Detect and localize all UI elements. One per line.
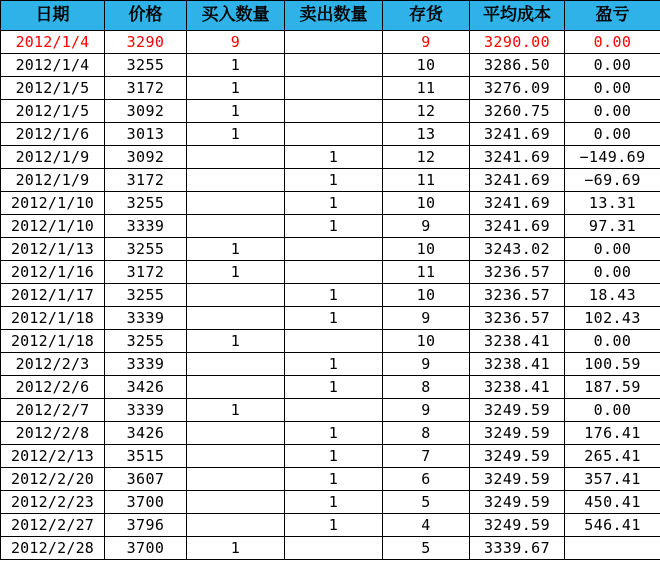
cell-pnl: 176.41 xyxy=(565,422,660,445)
cell-avg-cost: 3238.41 xyxy=(470,353,565,376)
cell-sell-qty xyxy=(285,100,383,123)
cell-avg-cost: 3276.09 xyxy=(470,77,565,100)
cell-date: 2012/1/18 xyxy=(1,330,105,353)
cell-sell-qty xyxy=(285,537,383,560)
cell-buy-qty xyxy=(187,468,285,491)
cell-pnl: 450.41 xyxy=(565,491,660,514)
table-row xyxy=(1,330,660,353)
cell-stock: 12 xyxy=(383,146,470,169)
cell-stock: 9 xyxy=(383,307,470,330)
cell-avg-cost: 3238.41 xyxy=(470,330,565,353)
cell-sell-qty: 1 xyxy=(285,353,383,376)
cell-avg-cost: 3249.59 xyxy=(470,422,565,445)
column-header-sell-qty: 卖出数量 xyxy=(285,1,383,31)
cell-avg-cost: 3241.69 xyxy=(470,192,565,215)
cell-buy-qty xyxy=(187,514,285,537)
cell-sell-qty xyxy=(285,77,383,100)
cell-avg-cost: 3249.59 xyxy=(470,445,565,468)
table-row xyxy=(1,238,660,261)
cell-buy-qty xyxy=(187,353,285,376)
cell-price: 3426 xyxy=(105,376,187,399)
table-row xyxy=(1,376,660,399)
cell-pnl: 0.00 xyxy=(565,100,660,123)
cell-pnl: 265.41 xyxy=(565,445,660,468)
cell-avg-cost: 3290.00 xyxy=(470,31,565,54)
cell-avg-cost: 3286.50 xyxy=(470,54,565,77)
cell-date: 2012/1/18 xyxy=(1,307,105,330)
cell-pnl: 0.00 xyxy=(565,31,660,54)
cell-date: 2012/1/4 xyxy=(1,31,105,54)
cell-buy-qty: 1 xyxy=(187,77,285,100)
cell-pnl: 13.31 xyxy=(565,192,660,215)
cell-avg-cost: 3236.57 xyxy=(470,284,565,307)
cell-date: 2012/1/6 xyxy=(1,123,105,146)
cell-sell-qty xyxy=(285,261,383,284)
column-header-stock: 存货 xyxy=(383,1,470,31)
cell-stock: 13 xyxy=(383,123,470,146)
cell-buy-qty xyxy=(187,491,285,514)
cell-price: 3092 xyxy=(105,100,187,123)
cell-price: 3339 xyxy=(105,399,187,422)
cell-buy-qty: 1 xyxy=(187,238,285,261)
cell-stock: 11 xyxy=(383,261,470,284)
cell-buy-qty: 1 xyxy=(187,261,285,284)
table-row xyxy=(1,192,660,215)
cell-date: 2012/2/3 xyxy=(1,353,105,376)
cell-pnl: 18.43 xyxy=(565,284,660,307)
cell-buy-qty: 1 xyxy=(187,123,285,146)
cell-pnl: 0.00 xyxy=(565,238,660,261)
cell-sell-qty: 1 xyxy=(285,422,383,445)
cell-pnl: 0.00 xyxy=(565,77,660,100)
cell-date: 2012/1/10 xyxy=(1,215,105,238)
cell-buy-qty: 1 xyxy=(187,399,285,422)
cell-buy-qty xyxy=(187,376,285,399)
cell-price: 3339 xyxy=(105,215,187,238)
cell-stock: 10 xyxy=(383,284,470,307)
cell-buy-qty xyxy=(187,422,285,445)
cell-stock: 6 xyxy=(383,468,470,491)
cell-sell-qty xyxy=(285,238,383,261)
cell-pnl: 0.00 xyxy=(565,123,660,146)
cell-sell-qty: 1 xyxy=(285,307,383,330)
cell-price: 3700 xyxy=(105,537,187,560)
cell-pnl: −149.69 xyxy=(565,146,660,169)
cell-price: 3339 xyxy=(105,353,187,376)
cell-price: 3172 xyxy=(105,169,187,192)
cell-avg-cost: 3241.69 xyxy=(470,146,565,169)
cell-buy-qty xyxy=(187,146,285,169)
cell-sell-qty xyxy=(285,123,383,146)
cell-stock: 10 xyxy=(383,54,470,77)
table-row xyxy=(1,100,660,123)
cell-avg-cost: 3236.57 xyxy=(470,307,565,330)
cell-price: 3172 xyxy=(105,77,187,100)
cell-date: 2012/2/20 xyxy=(1,468,105,491)
cell-avg-cost: 3241.69 xyxy=(470,169,565,192)
table-row xyxy=(1,146,660,169)
column-header-avg-cost: 平均成本 xyxy=(470,1,565,31)
cell-avg-cost: 3249.59 xyxy=(470,491,565,514)
cell-buy-qty: 9 xyxy=(187,31,285,54)
cell-pnl: 357.41 xyxy=(565,468,660,491)
cell-sell-qty: 1 xyxy=(285,445,383,468)
cell-sell-qty: 1 xyxy=(285,169,383,192)
table-row xyxy=(1,399,660,422)
cell-stock: 7 xyxy=(383,445,470,468)
cell-buy-qty xyxy=(187,169,285,192)
cell-date: 2012/1/5 xyxy=(1,100,105,123)
cell-date: 2012/1/4 xyxy=(1,54,105,77)
table-row xyxy=(1,307,660,330)
cell-avg-cost: 3260.75 xyxy=(470,100,565,123)
cell-buy-qty: 1 xyxy=(187,100,285,123)
cell-avg-cost: 3243.02 xyxy=(470,238,565,261)
cell-price: 3092 xyxy=(105,146,187,169)
cell-pnl: −69.69 xyxy=(565,169,660,192)
cell-avg-cost: 3339.67 xyxy=(470,537,565,560)
cell-stock: 12 xyxy=(383,100,470,123)
cell-price: 3172 xyxy=(105,261,187,284)
cell-buy-qty: 1 xyxy=(187,330,285,353)
cell-avg-cost: 3249.59 xyxy=(470,514,565,537)
cell-date: 2012/1/5 xyxy=(1,77,105,100)
table-row xyxy=(1,215,660,238)
cell-pnl: 0.00 xyxy=(565,54,660,77)
cell-buy-qty xyxy=(187,284,285,307)
cell-price: 3607 xyxy=(105,468,187,491)
cell-price: 3013 xyxy=(105,123,187,146)
table-row xyxy=(1,537,660,560)
header-row xyxy=(1,1,660,31)
table-row xyxy=(1,261,660,284)
cell-avg-cost: 3236.57 xyxy=(470,261,565,284)
cell-pnl: 97.31 xyxy=(565,215,660,238)
cell-stock: 10 xyxy=(383,330,470,353)
table-row xyxy=(1,77,660,100)
cell-buy-qty xyxy=(187,215,285,238)
cell-pnl: 0.00 xyxy=(565,399,660,422)
cell-stock: 9 xyxy=(383,215,470,238)
cell-stock: 9 xyxy=(383,31,470,54)
table-body xyxy=(1,31,660,560)
cell-price: 3290 xyxy=(105,31,187,54)
table-header xyxy=(1,1,660,31)
cell-avg-cost: 3241.69 xyxy=(470,215,565,238)
table-row xyxy=(1,284,660,307)
table-row xyxy=(1,54,660,77)
cell-pnl: 102.43 xyxy=(565,307,660,330)
cell-date: 2012/1/9 xyxy=(1,146,105,169)
cell-buy-qty xyxy=(187,192,285,215)
cell-date: 2012/1/16 xyxy=(1,261,105,284)
cell-date: 2012/2/13 xyxy=(1,445,105,468)
cell-price: 3515 xyxy=(105,445,187,468)
cell-date: 2012/1/13 xyxy=(1,238,105,261)
column-header-date: 日期 xyxy=(1,1,105,31)
cell-sell-qty xyxy=(285,330,383,353)
cell-stock: 9 xyxy=(383,399,470,422)
cell-buy-qty: 1 xyxy=(187,54,285,77)
cell-price: 3255 xyxy=(105,330,187,353)
cell-pnl: 100.59 xyxy=(565,353,660,376)
cell-sell-qty: 1 xyxy=(285,491,383,514)
cell-price: 3255 xyxy=(105,238,187,261)
cell-date: 2012/2/7 xyxy=(1,399,105,422)
cell-price: 3700 xyxy=(105,491,187,514)
cell-sell-qty xyxy=(285,54,383,77)
cell-stock: 5 xyxy=(383,537,470,560)
cell-sell-qty xyxy=(285,31,383,54)
cell-buy-qty xyxy=(187,307,285,330)
cell-sell-qty: 1 xyxy=(285,192,383,215)
table-row xyxy=(1,31,660,54)
cell-date: 2012/1/9 xyxy=(1,169,105,192)
cell-sell-qty: 1 xyxy=(285,284,383,307)
table-row xyxy=(1,514,660,537)
column-header-buy-qty: 买入数量 xyxy=(187,1,285,31)
table-row xyxy=(1,422,660,445)
cell-stock: 10 xyxy=(383,238,470,261)
cell-buy-qty: 1 xyxy=(187,537,285,560)
cell-pnl: 0.00 xyxy=(565,261,660,284)
cell-date: 2012/2/28 xyxy=(1,537,105,560)
cell-sell-qty xyxy=(285,399,383,422)
cell-stock: 5 xyxy=(383,491,470,514)
cell-date: 2012/2/6 xyxy=(1,376,105,399)
cell-pnl: 546.41 xyxy=(565,514,660,537)
cell-stock: 8 xyxy=(383,422,470,445)
cell-avg-cost: 3249.59 xyxy=(470,468,565,491)
cell-date: 2012/1/10 xyxy=(1,192,105,215)
cell-price: 3796 xyxy=(105,514,187,537)
cell-stock: 4 xyxy=(383,514,470,537)
cell-stock: 10 xyxy=(383,192,470,215)
cell-sell-qty: 1 xyxy=(285,146,383,169)
cell-stock: 11 xyxy=(383,169,470,192)
table-row xyxy=(1,169,660,192)
cell-date: 2012/2/8 xyxy=(1,422,105,445)
table-row xyxy=(1,123,660,146)
cell-price: 3255 xyxy=(105,284,187,307)
cell-price: 3339 xyxy=(105,307,187,330)
cell-price: 3426 xyxy=(105,422,187,445)
cell-buy-qty xyxy=(187,445,285,468)
cell-date: 2012/1/17 xyxy=(1,284,105,307)
cell-pnl: 187.59 xyxy=(565,376,660,399)
cell-avg-cost: 3249.59 xyxy=(470,399,565,422)
cell-pnl xyxy=(565,537,660,560)
cell-pnl: 0.00 xyxy=(565,330,660,353)
table-row xyxy=(1,468,660,491)
cell-sell-qty: 1 xyxy=(285,376,383,399)
cell-avg-cost: 3241.69 xyxy=(470,123,565,146)
cell-avg-cost: 3238.41 xyxy=(470,376,565,399)
column-header-pnl: 盈亏 xyxy=(565,1,660,31)
column-header-price: 价格 xyxy=(105,1,187,31)
cell-price: 3255 xyxy=(105,192,187,215)
cell-sell-qty: 1 xyxy=(285,514,383,537)
cell-date: 2012/2/27 xyxy=(1,514,105,537)
table-row xyxy=(1,353,660,376)
cell-stock: 9 xyxy=(383,353,470,376)
cell-stock: 11 xyxy=(383,77,470,100)
cell-sell-qty: 1 xyxy=(285,215,383,238)
cell-sell-qty: 1 xyxy=(285,468,383,491)
cell-date: 2012/2/23 xyxy=(1,491,105,514)
cell-price: 3255 xyxy=(105,54,187,77)
cell-stock: 8 xyxy=(383,376,470,399)
table-row xyxy=(1,445,660,468)
table-row xyxy=(1,491,660,514)
